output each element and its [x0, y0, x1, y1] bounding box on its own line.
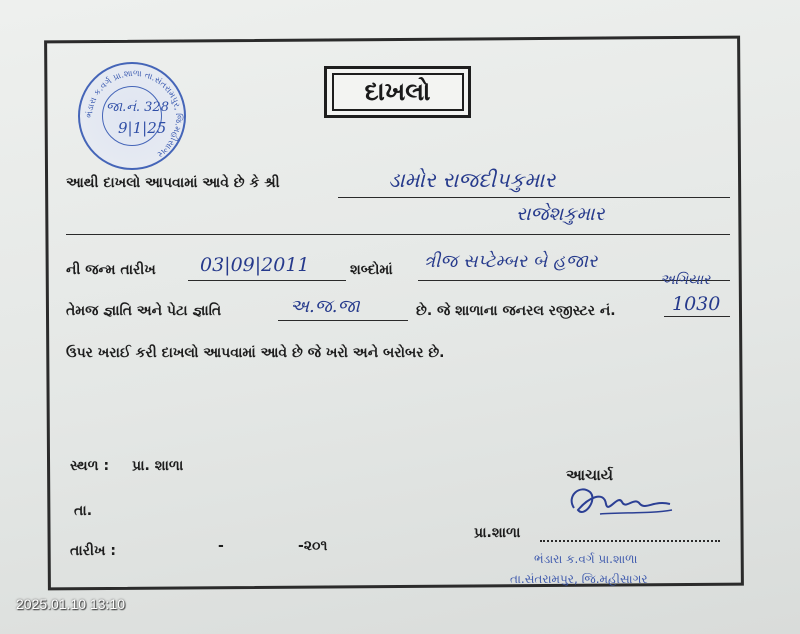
dob-words-line2: અગિયાર — [660, 272, 711, 288]
register-number: 1030 — [672, 293, 721, 315]
register-label: છે. જે શાળાના જનરલ રજીસ્ટર નં. — [416, 303, 616, 319]
place-value: પ્રા. શાળા — [132, 458, 184, 474]
dob-value: 03|09|2011 — [200, 254, 310, 276]
date-year: -૨૦૧ — [298, 538, 328, 554]
sig-stamp-line1: ભંડારા ક.વર્ગ પ્રા.શાળા — [534, 552, 638, 566]
title-box — [324, 66, 471, 118]
line2-rule — [66, 234, 730, 235]
principal-signature — [560, 478, 680, 528]
seal-reg-no: જા.નં. 328 — [106, 100, 169, 115]
school-label: પ્રા.શાળા — [474, 525, 521, 541]
father-name: રાજેશકુમાર — [516, 203, 605, 225]
ta-label: તા. — [74, 503, 93, 519]
seal-inner-ring — [102, 86, 162, 146]
date-label: તારીખ : — [70, 543, 116, 559]
caste-label: તેમજ જ્ઞાતિ અને પેટા જ્ઞાતિ — [66, 303, 222, 319]
words-label: શબ્દોમાં — [350, 262, 393, 278]
dob-underline — [188, 280, 346, 281]
line1-label: આથી દાખલો આપવામાં આવે છે કે શ્રી — [66, 175, 280, 191]
sig-stamp-line2: તા.સંતરામપુર, જિ.મહીસાગર — [510, 572, 648, 586]
principal-label: આચાર્ય — [566, 466, 614, 484]
dob-words-line1: ત્રીજ સપ્ટેમ્બર બે હજાર — [424, 251, 598, 272]
date-dash: - — [218, 538, 224, 554]
school-seal — [78, 62, 186, 170]
name-underline — [338, 197, 730, 198]
caste-underline — [278, 320, 408, 321]
caste-value: અ.જ.જા — [290, 296, 360, 317]
signature-dotted-line — [540, 540, 720, 542]
place-label: સ્થળ : — [70, 458, 110, 474]
photo-timestamp: 2025.01.10 13:10 — [16, 596, 125, 612]
register-underline — [664, 316, 730, 317]
seal-date: 9|1|25 — [118, 119, 167, 137]
dob-label: ની જન્મ તારીખ — [66, 262, 156, 278]
svg-text:ભંડારા ક.વર્ગ પ્રા.શાળા તા.સંત: ભંડારા ક.વર્ગ પ્રા.શાળા તા.સંતરામપુર, જિ.મહીસાગર — [84, 68, 184, 160]
verification-text: ઉપર ખરાઈ કરી દાખલો આપવામાં આવે છે જે ખરો અને બરોબર છે. — [66, 345, 445, 361]
student-name: ડામોર રાજદીપકુમાર — [388, 168, 556, 192]
certificate-title: દાખલો — [332, 73, 464, 111]
